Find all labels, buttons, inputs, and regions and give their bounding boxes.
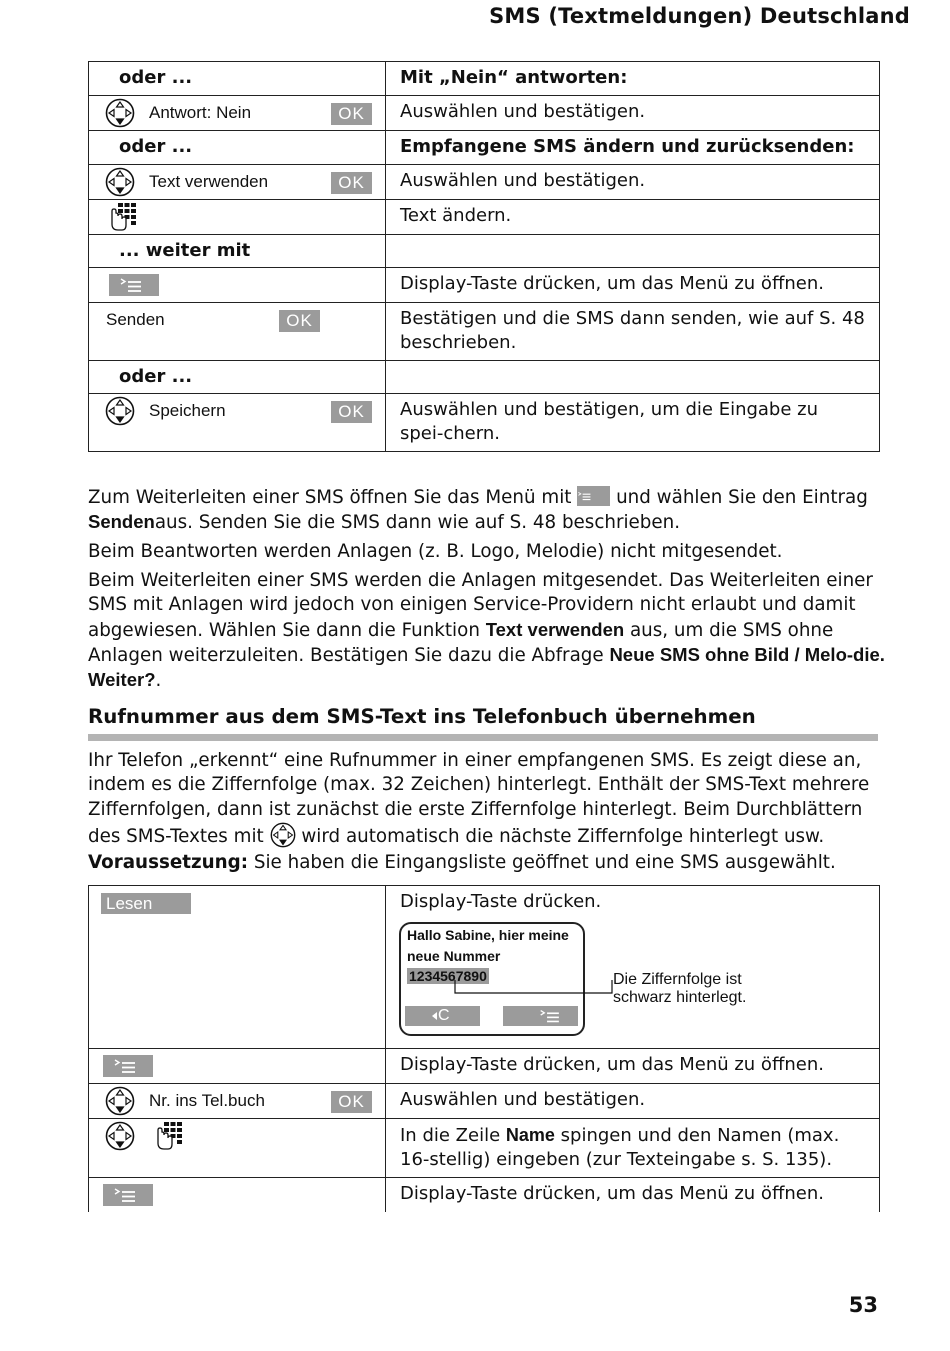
back-softkey-label: C xyxy=(438,1007,450,1024)
text: In die Zeile xyxy=(400,1125,501,1146)
table-row xyxy=(89,165,880,200)
step-description xyxy=(386,235,880,268)
step-description: Mit „Nein“ antworten: xyxy=(386,62,880,96)
menu-softkey-icon xyxy=(103,1055,153,1077)
table-row xyxy=(89,131,880,165)
menu-softkey-icon xyxy=(109,274,159,296)
menu-reference: Senden xyxy=(88,511,155,533)
display-back-softkey xyxy=(405,1006,480,1026)
step-label: oder ... xyxy=(89,361,386,394)
text: wird automatisch die nächste Ziffernfolge hinterlegt usw. xyxy=(301,825,825,847)
step-text: Display-Taste drücken. xyxy=(400,891,602,912)
table-row xyxy=(89,1178,880,1213)
step-description: Auswählen und bestätigen. xyxy=(386,96,880,131)
step-description: Auswählen und bestätigen, um die Eingabe zu spei-chern. xyxy=(386,394,880,452)
display-menu-softkey xyxy=(503,1006,578,1026)
ok-softkey: OK xyxy=(331,103,372,125)
table-row xyxy=(89,62,880,96)
ok-softkey: OK xyxy=(331,172,372,194)
menu-item: Senden xyxy=(106,310,165,329)
text: Beim Weiterleiten einer SMS werden die Anlagen mitgesendet. Das Weiterleiten einer SMS mit Anlagen wird jedoch von einigen Service-Providern nicht erlaubt und damit abgewiesen. Wählen Sie dann die Funktion xyxy=(88,570,873,641)
prompt-reference: Neue SMS ohne Bild / Melo-die. Weiter? xyxy=(88,643,885,691)
text: aus, um die SMS ohne Anlagen weiterzuleiten. Bestätigen Sie dazu die Abfrage xyxy=(88,619,834,666)
step-description xyxy=(386,361,880,394)
table-row xyxy=(89,394,880,452)
menu-softkey-icon xyxy=(577,486,610,506)
navigation-key-icon xyxy=(105,1121,135,1151)
paragraph-attachments xyxy=(88,569,888,693)
heading-rule xyxy=(88,734,878,741)
paragraph-number-detect xyxy=(88,749,888,849)
text: Zum Weiterleiten einer SMS öffnen Sie das Menü mit xyxy=(88,487,572,508)
page-number: 53 xyxy=(848,1293,878,1317)
step-description: Text ändern. xyxy=(386,200,880,235)
step-description: Display-Taste drücken, um das Menü zu öffnen. xyxy=(386,268,880,303)
prerequisite-label: Voraussetzung: xyxy=(88,852,249,873)
text: und wählen Sie den Eintrag xyxy=(616,487,868,508)
table-row xyxy=(89,361,880,394)
navigation-key-icon xyxy=(105,167,135,197)
table-row xyxy=(89,303,880,361)
menu-item: Nr. ins Tel.buch xyxy=(149,1091,265,1110)
text: aus. Senden Sie die SMS dann wie auf S. 48 beschrieben. xyxy=(154,512,681,534)
table-row xyxy=(89,1084,880,1119)
field-reference: Name xyxy=(505,1125,555,1145)
text: Sie haben die Eingangsliste geöffnet und eine SMS ausgewählt. xyxy=(253,852,836,873)
keypad-icon xyxy=(109,202,139,232)
menu-item: Antwort: Nein xyxy=(149,103,252,122)
table-row xyxy=(89,1119,880,1178)
menu-reference: Text verwenden xyxy=(485,618,625,640)
table-row xyxy=(89,1049,880,1084)
paragraph-prerequisite xyxy=(88,851,888,875)
step-keys xyxy=(89,303,386,361)
step-description: Display-Taste drücken, um das Menü zu öffnen. xyxy=(386,1049,880,1084)
table-row xyxy=(89,235,880,268)
step-keys xyxy=(89,96,386,131)
navigation-key-icon xyxy=(105,98,135,128)
table-row xyxy=(89,886,880,1049)
step-description: Auswählen und bestätigen. xyxy=(386,165,880,200)
step-description xyxy=(386,886,880,1049)
step-label: oder ... xyxy=(89,62,386,96)
step-keys xyxy=(89,165,386,200)
callout-line xyxy=(450,978,615,998)
menu-item: Text verwenden xyxy=(149,172,269,191)
paragraph-forward xyxy=(88,486,888,536)
menu-item: Speichern xyxy=(149,401,226,420)
step-keys xyxy=(89,1084,386,1119)
callout-text: Die Ziffernfolge ist schwarz hinterlegt. xyxy=(613,971,747,1006)
steps-table-phonebook xyxy=(88,885,880,1212)
navigation-key-icon xyxy=(105,1086,135,1116)
step-description: Display-Taste drücken, um das Menü zu öffnen. xyxy=(386,1178,880,1213)
step-keys xyxy=(89,268,386,303)
text: . xyxy=(155,670,162,692)
menu-softkey-icon xyxy=(103,1184,153,1206)
step-description: Auswählen und bestätigen. xyxy=(386,1084,880,1119)
navigation-key-icon xyxy=(270,822,296,848)
display-line: Hallo Sabine, hier meine xyxy=(407,927,569,943)
step-keys xyxy=(89,394,386,452)
text: spingen und den Namen (max. 16-stellig) eingeben (zur Texteingabe s. S. 135). xyxy=(400,1125,840,1170)
ok-softkey: OK xyxy=(279,310,320,332)
navigation-key-icon xyxy=(105,396,135,426)
keypad-icon xyxy=(155,1121,185,1151)
highlighted-number: 1234567890 xyxy=(409,968,487,984)
step-keys xyxy=(89,200,386,235)
ok-softkey: OK xyxy=(331,1091,372,1113)
table-row xyxy=(89,200,880,235)
lesen-softkey: Lesen xyxy=(101,893,191,914)
step-label: oder ... xyxy=(89,131,386,165)
paragraph-reply-note: Beim Beantworten werden Anlagen (z. B. Logo, Melodie) nicht mitgesendet. xyxy=(88,541,783,562)
step-description: Bestätigen und die SMS dann senden, wie auf S. 48 beschrieben. xyxy=(386,303,880,361)
step-keys xyxy=(89,1178,386,1213)
step-label: ... weiter mit xyxy=(89,235,386,268)
ok-softkey: OK xyxy=(331,401,372,423)
step-keys xyxy=(89,1119,386,1178)
table-row xyxy=(89,268,880,303)
step-keys xyxy=(89,886,386,1049)
section-heading: Rufnummer aus dem SMS-Text ins Telefonbuch übernehmen xyxy=(88,705,756,728)
display-line: neue Nummer xyxy=(407,948,501,964)
step-description xyxy=(386,1119,880,1178)
text: Ihr Telefon „erkennt“ eine Rufnummer in einer empfangenen SMS. Es zeigt diese an, indem es die Ziffernfolge (max. 32 Zeichen) hinterlegt. Enthält der SMS-Text mehrere Ziffernfolgen, dann ist zunächst die erste Ziffernfolge hinterlegt. Beim Durchblättern des SMS-Textes mit xyxy=(88,750,870,847)
page-header: SMS (Textmeldungen) Deutschland xyxy=(489,4,910,28)
steps-table-reply xyxy=(88,61,880,452)
table-row xyxy=(89,96,880,131)
step-keys xyxy=(89,1049,386,1084)
step-description: Empfangene SMS ändern und zurücksenden: xyxy=(386,131,880,165)
